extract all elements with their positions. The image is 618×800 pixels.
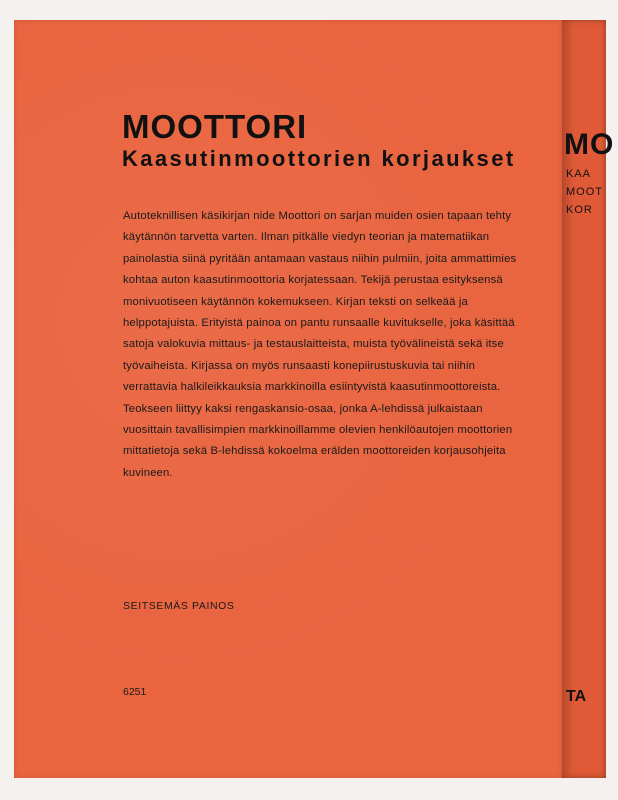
spine-subtitle-line-1: KAA — [566, 168, 592, 180]
spine-publisher: TA — [566, 688, 587, 705]
product-code: 6251 — [123, 686, 147, 698]
blurb-paragraph-2: Teokseen liittyy kaksi rengaskansio-osaa, jonka A-lehdissä julkaistaan vuosittain tavallisimpien markkinoillamme olevien henkilöautojen moottorien mittatietoja sekä B-lehdissä kokoelma erälden moottoreiden korjausohjeita kuvineen. — [123, 402, 513, 479]
spine-subtitle-line-3: KOR — [566, 204, 593, 216]
book-title: MOOTTORI — [122, 108, 308, 145]
book-subtitle: Kaasutinmoottorien korjaukset — [122, 146, 516, 171]
back-cover — [14, 20, 562, 778]
blurb — [123, 206, 519, 484]
blurb-paragraph-1: Autoteknillisen käsikirjan nide Moottori on sarjan muiden osien tapaan tehty käytännön tarvetta varten. Ilman pitkälle viedyn teorian ja matematiikan painolastia siinä pyritään antamaan vastaus niihin pulmiin, joita ammattimies kohtaa auton kaasutinmoottoria korjatessaan. Tekijä perustaa esityksensä monivuotiseen käytännön kokemukseen. Kirjan teksti on selkeää ja helppotajuista. Erityistä painoa on pantu runsaalle kuvitukselle, joka käsittää satoja valokuvia mittaus- ja testauslaitteista, muista työvälineistä sekä itse työvaiheista. Kirjassa on myös runsaasti konepiirustuskuvia tai niihin verrattavia halkileikkauksia markkinoilla esiintyvistä kaasutinmoottoreista. — [123, 210, 517, 394]
book — [14, 20, 615, 778]
spine-title: MO — [564, 128, 615, 161]
book-spine — [562, 20, 615, 778]
spine-subtitle-line-2: MOOT — [566, 186, 603, 198]
edition-label: SEITSEMÄS PAINOS — [123, 600, 235, 612]
